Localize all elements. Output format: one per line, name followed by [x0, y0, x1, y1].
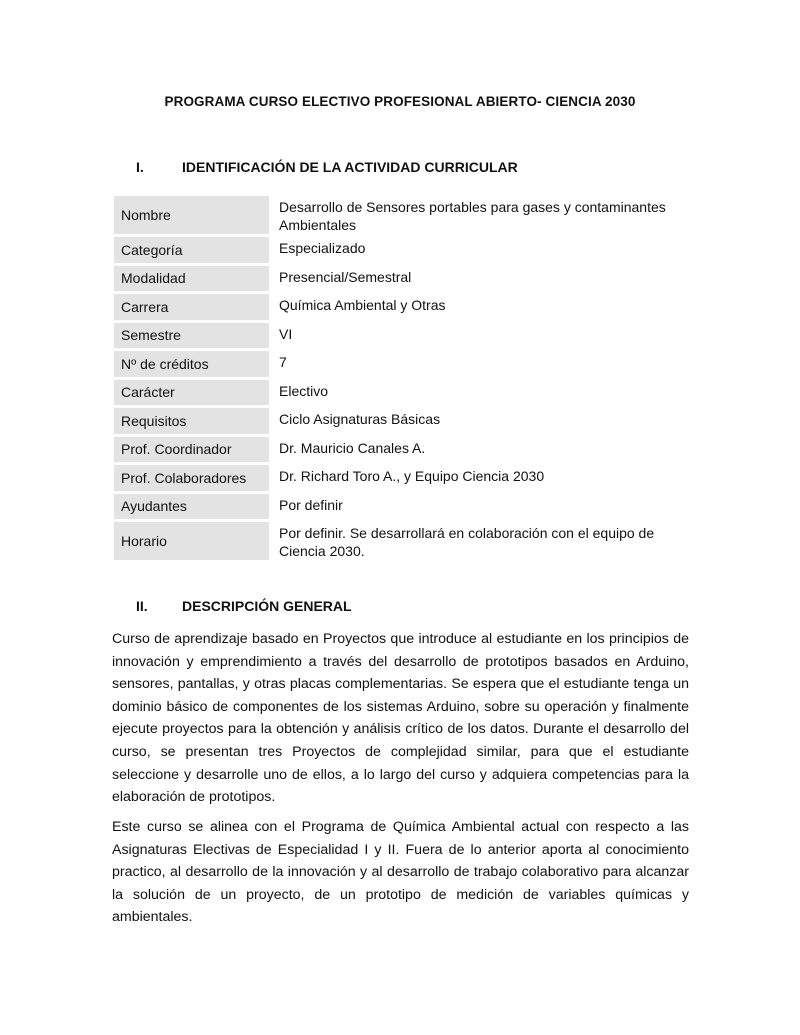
row-label: Prof. Colaboradores: [114, 465, 269, 491]
row-value: 7: [279, 354, 287, 370]
description-paragraph: Este curso se alinea con el Programa de Química Ambiental actual con respecto a las Asignaturas Electivas de Especialidad I y II. Fuera de lo anterior aporta al conocimiento practico, al desarrollo de la innovación y al desarrollo de trabajo colaborativo para alcanzar la solución de un proyecto, de un prototipo de medición de variables químicas y ambientales.: [112, 819, 689, 926]
table-row: [114, 351, 694, 377]
row-value: Presencial/Semestral: [279, 268, 412, 285]
row-value: Desarrollo de Sensores portables para gases y contaminantes Ambientales: [279, 199, 666, 233]
row-label: Prof. Coordinador: [114, 437, 269, 463]
row-label: Categoría: [114, 237, 269, 263]
row-value: VI: [279, 325, 293, 342]
section-number: I.: [136, 159, 144, 175]
section-title: IDENTIFICACIÓN DE LA ACTIVIDAD CURRICULAR: [182, 159, 518, 175]
section-number: II.: [136, 598, 148, 614]
row-label: Horario: [114, 522, 269, 560]
table-row: [114, 196, 694, 234]
table-row: [114, 266, 694, 292]
row-label: Nº de créditos: [114, 351, 269, 377]
table-row: [114, 380, 694, 406]
row-label: Nombre: [114, 196, 269, 234]
table-row: [114, 323, 694, 349]
row-value: Química Ambiental y Otras: [279, 297, 446, 313]
row-label: Semestre: [114, 323, 269, 349]
row-label: Modalidad: [114, 266, 269, 292]
row-value: Por definir. Se desarrollará en colaboración con el equipo de Ciencia 2030.: [279, 525, 655, 559]
table-row: [114, 408, 694, 434]
row-value: Dr. Mauricio Canales A.: [279, 439, 426, 456]
row-label: Ayudantes: [114, 494, 269, 520]
row-value: Dr. Richard Toro A., y Equipo Ciencia 2030: [279, 468, 545, 484]
row-label: Carrera: [114, 294, 269, 320]
table-row: [114, 522, 694, 560]
table-row: [114, 465, 694, 491]
row-label: Carácter: [114, 380, 269, 406]
row-value: Por definir: [279, 496, 343, 513]
row-value: Especializado: [279, 240, 366, 256]
section-heading-descripcion: [136, 598, 352, 614]
section-title: DESCRIPCIÓN GENERAL: [182, 598, 352, 614]
identification-table: [114, 193, 694, 563]
table-row: [114, 294, 694, 320]
row-label: Requisitos: [114, 408, 269, 434]
table-row: [114, 237, 694, 263]
row-value: Electivo: [279, 382, 329, 399]
document-title: PROGRAMA CURSO ELECTIVO PROFESIONAL ABIERTO- CIENCIA 2030: [164, 94, 636, 109]
row-value: Ciclo Asignaturas Básicas: [279, 411, 441, 427]
description-paragraph: Curso de aprendizaje basado en Proyectos que introduce al estudiante en los principios de innovación y emprendimiento a través del desarrollo de prototipos basados en Arduino, sensores, pantallas, y otras placas complementarias. Se espera que el estudiante tenga un dominio básico de componentes de los sistemas Arduino, sobre su operación y finalmente ejecute proyectos para la obtención y análisis crítico de los datos. Durante el desarrollo del curso, se presentan tres Proyectos de complejidad similar, para que el estudiante seleccione y desarrolle uno de ellos, a lo largo del curso y adquiera competencias para la elaboración de prototipos.: [112, 631, 689, 806]
section-heading-identificacion: [136, 159, 518, 175]
table-row: [114, 494, 694, 520]
table-row: [114, 437, 694, 463]
